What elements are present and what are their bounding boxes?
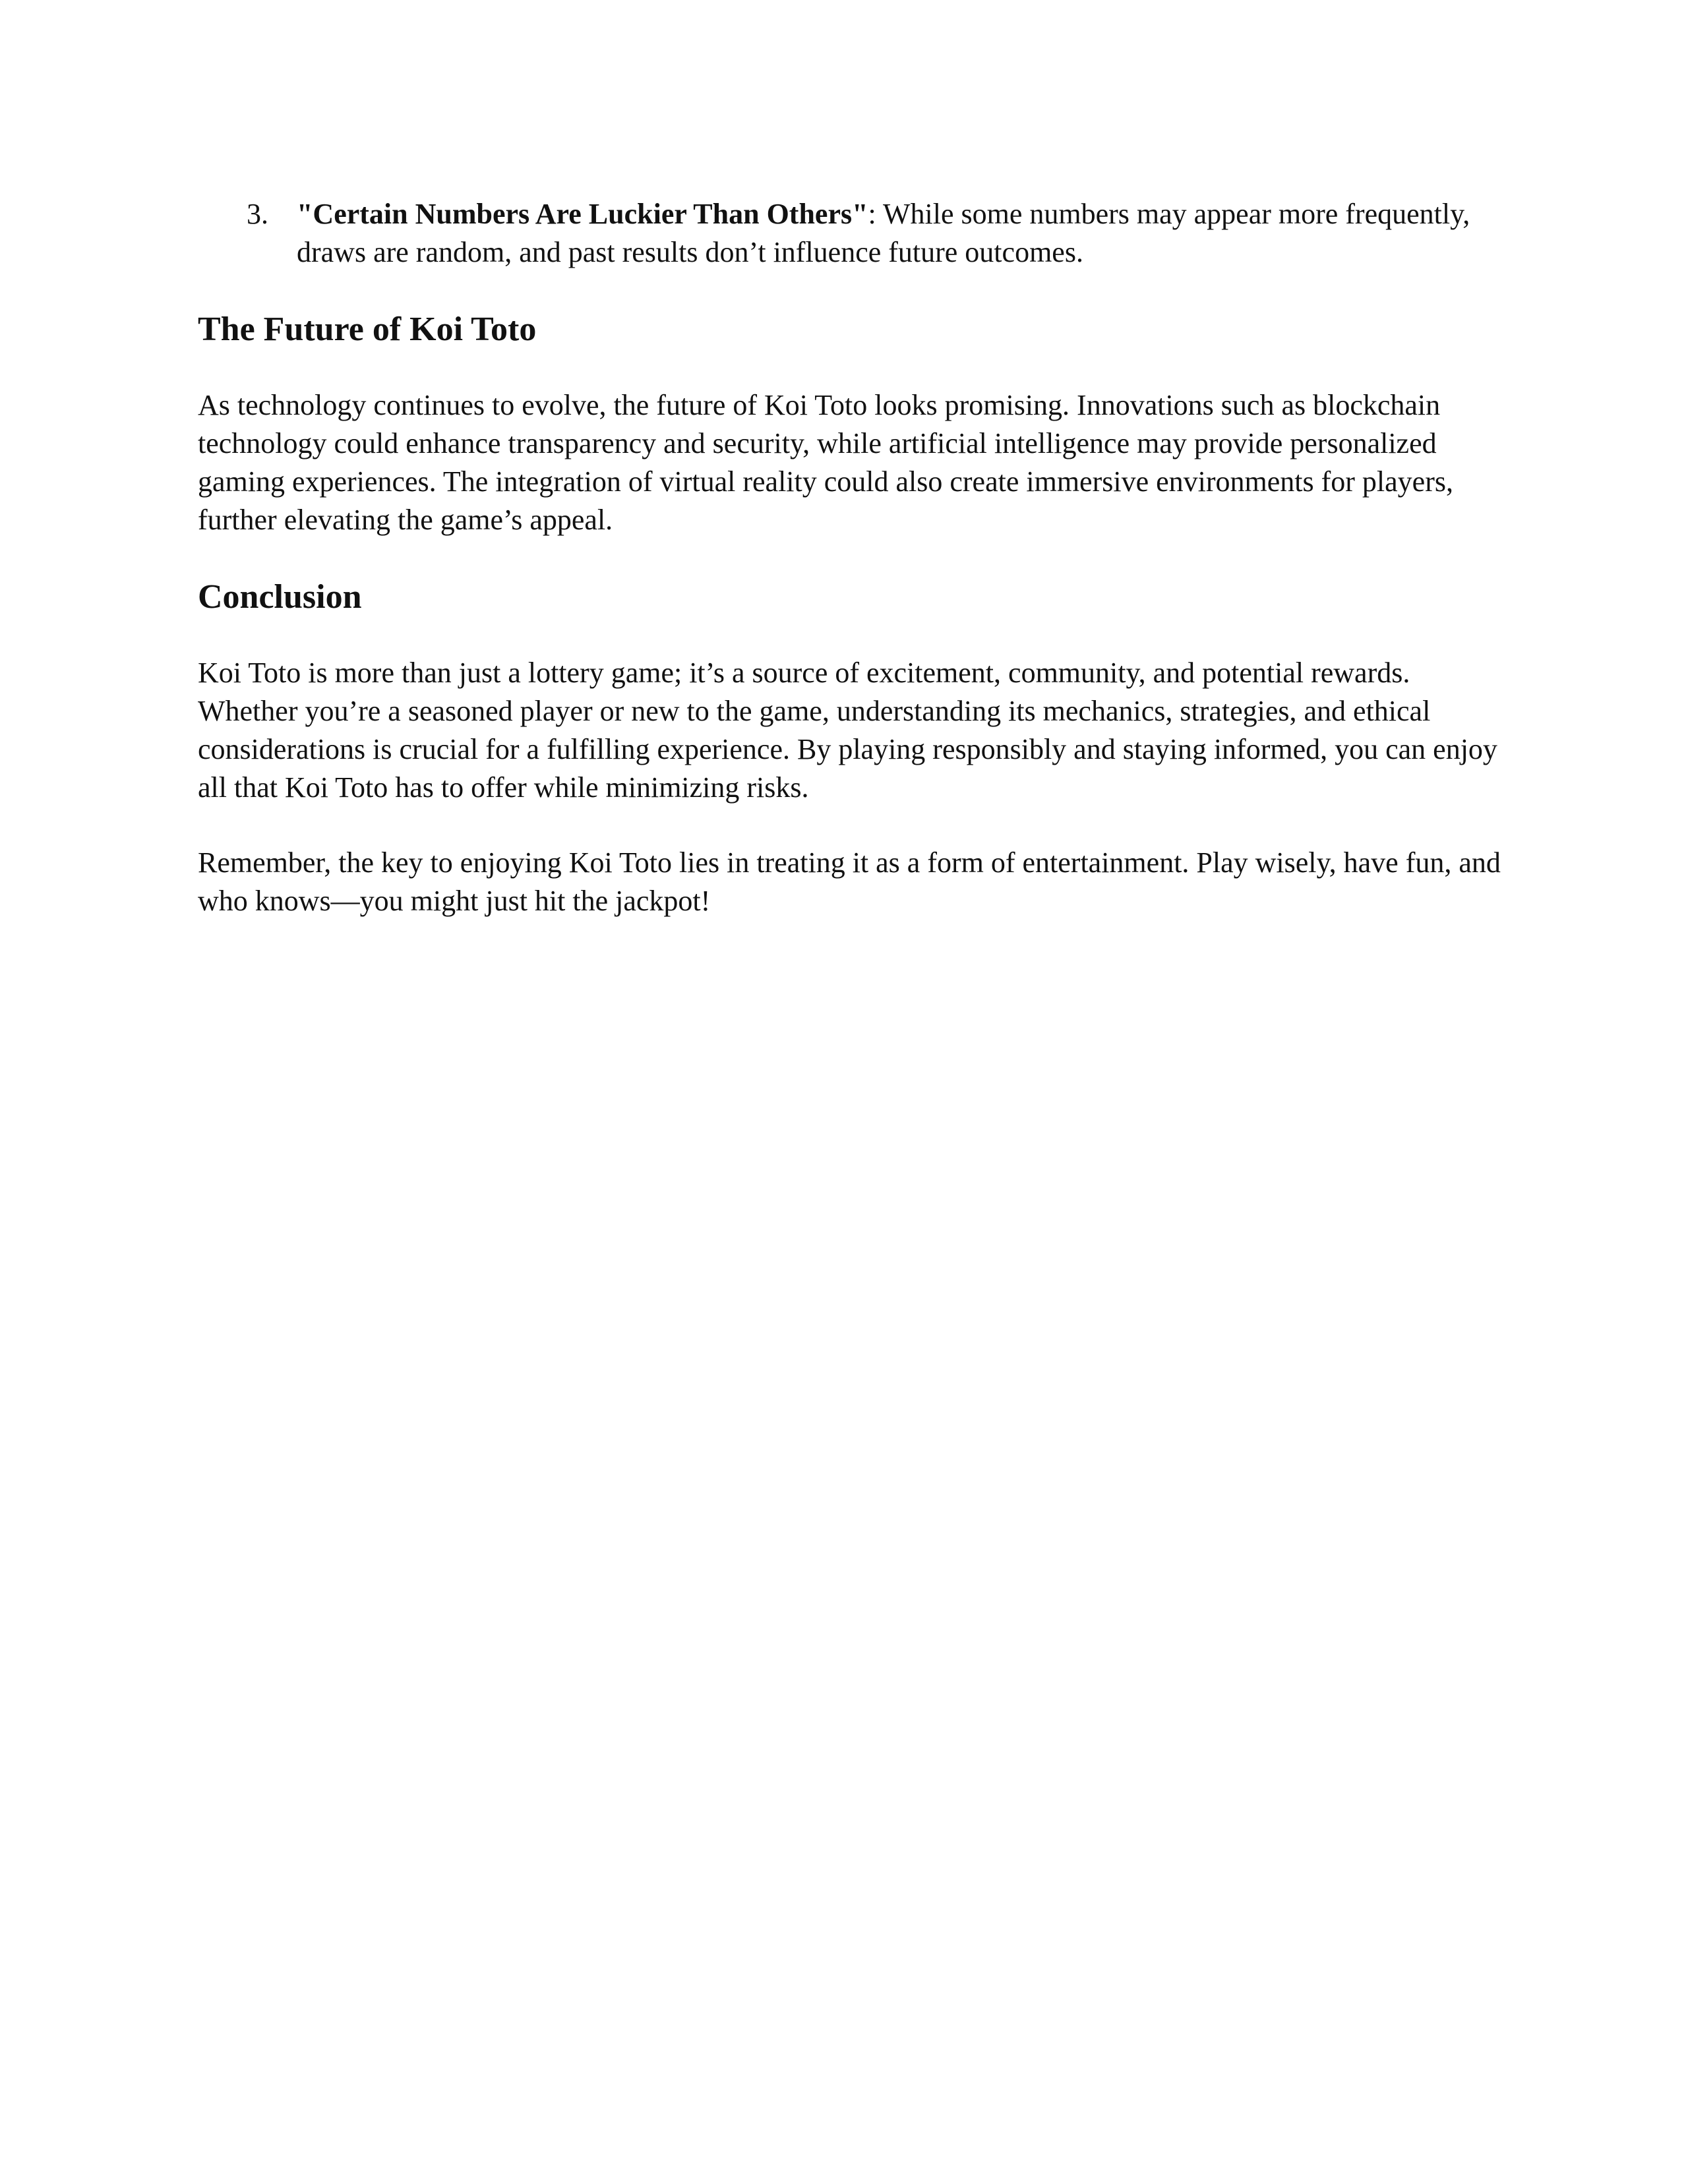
section-heading-future: The Future of Koi Toto — [198, 310, 537, 348]
list-item-body: : While some numbers may appear more frequently, draws are random, and past results don’t influence future outcomes. — [297, 198, 1470, 268]
list-item — [198, 195, 1503, 272]
section-paragraph-conclusion: Koi Toto is more than just a lottery game; it’s a source of excitement, community, and potential rewards. Whether you’re a seasoned player or new to the game, understanding its mechanics, strategies, and ethical considerations is crucial for a fulfilling experience. By playing responsibly and staying informed, you can enjoy all that Koi Toto has to offer while minimizing risks. — [198, 657, 1497, 804]
list-item-title: "Certain Numbers Are Luckier Than Others" — [297, 198, 868, 230]
page-content — [198, 195, 1503, 920]
list-item-text — [297, 195, 1503, 272]
list-item-number: 3. — [247, 198, 268, 230]
numbered-list — [198, 195, 1503, 272]
section-paragraph-future: As technology continues to evolve, the future of Koi Toto looks promising. Innovations such as blockchain technology could enhance transparency and security, while artificial intelligence may provide personalized gaming experiences. The integration of virtual reality could also create immersive environments for players, further elevating the game’s appeal. — [198, 389, 1453, 536]
closing-paragraph: Remember, the key to enjoying Koi Toto lies in treating it as a form of entertainment. Play wisely, have fun, and who knows—you might just hit the jackpot! — [198, 846, 1501, 917]
section-heading-conclusion: Conclusion — [198, 578, 362, 616]
